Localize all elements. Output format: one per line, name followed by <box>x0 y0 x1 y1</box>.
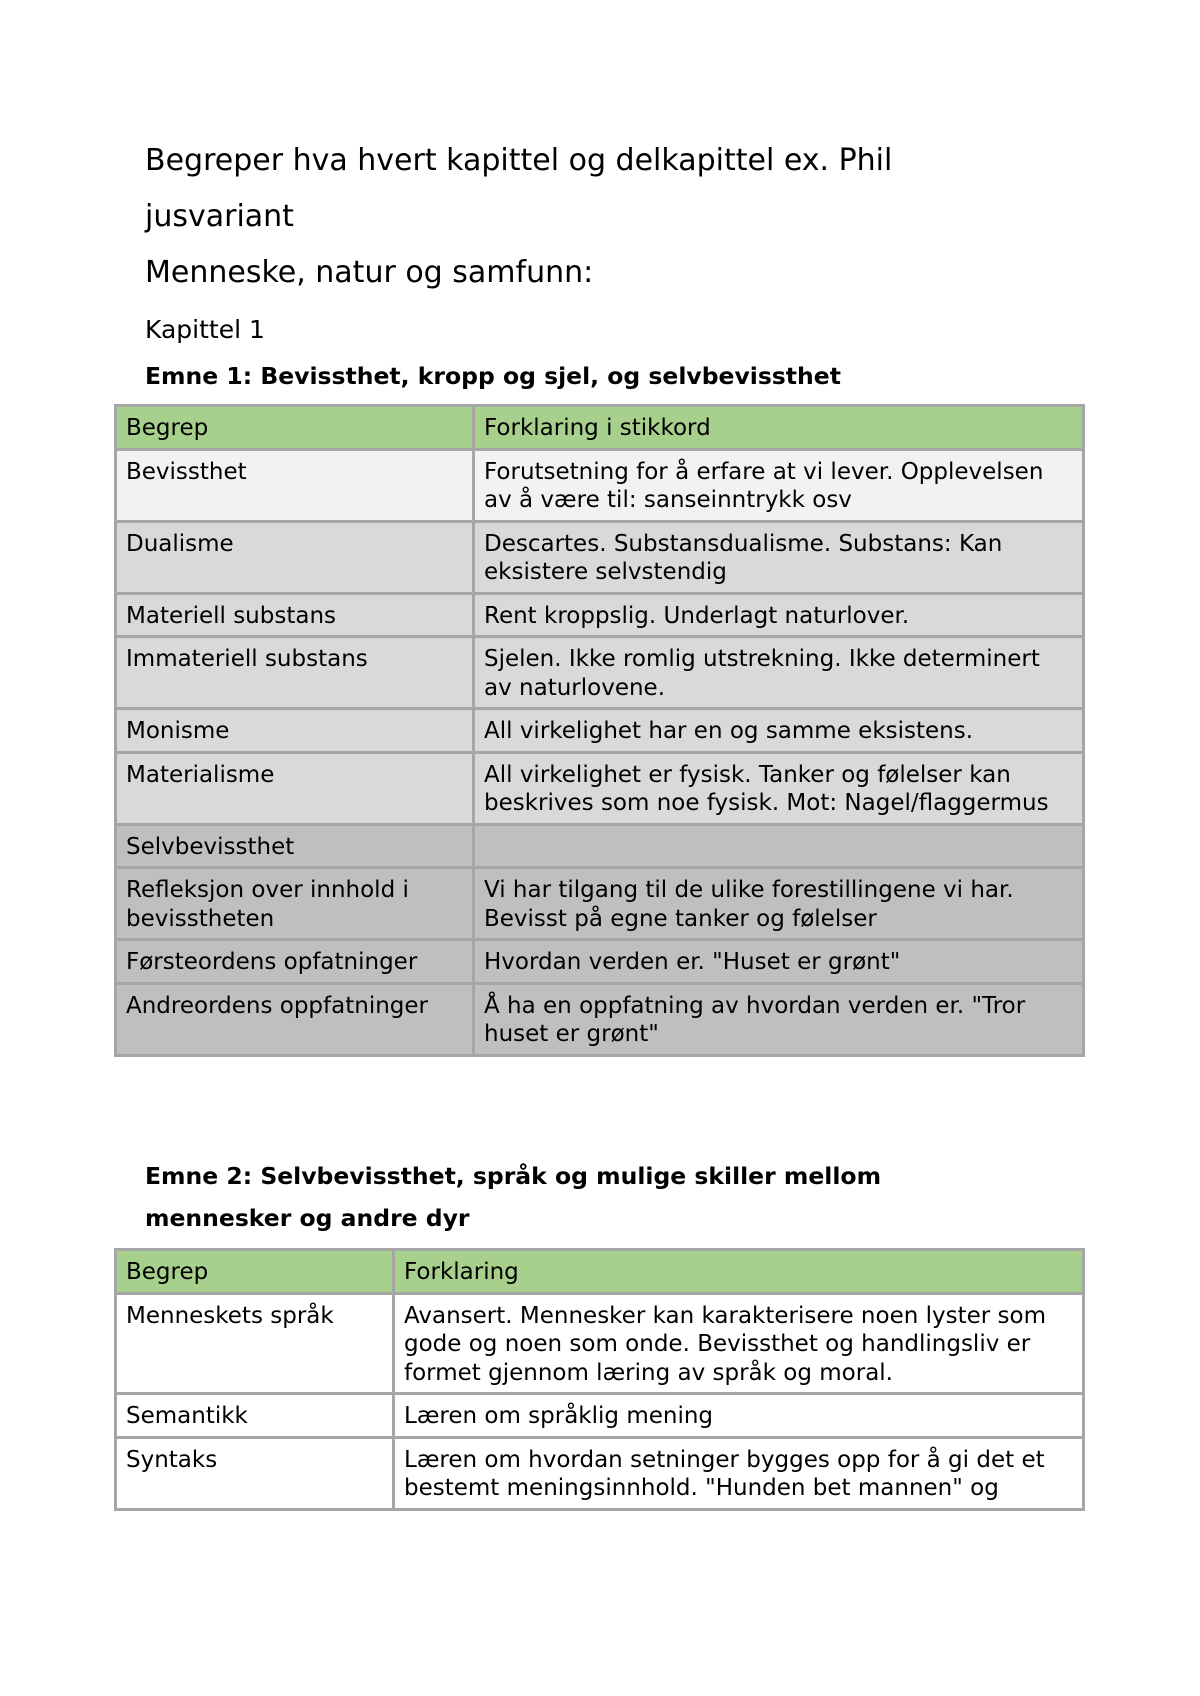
term-cell: Materiell substans <box>116 593 474 637</box>
explanation-cell: All virkelighet har en og samme eksistens. <box>474 709 1084 753</box>
explanation-cell: Vi har tilgang til de ulike forestillingene vi har. Bevisst på egne tanker og følelser <box>474 868 1084 940</box>
explanation-cell: Avansert. Mennesker kan karakterisere noen lyster som gode og noen som onde. Bevissthet og handlingsliv er formet gjennom læring av språk og moral. <box>394 1293 1084 1394</box>
term-cell: Refleksjon over innhold i bevisstheten <box>116 868 474 940</box>
column-header-term: Begrep <box>116 1250 394 1294</box>
table-row <box>116 1293 1084 1394</box>
table-header-row <box>116 406 1084 450</box>
explanation-cell: Sjelen. Ikke romlig utstrekning. Ikke determinert av naturlovene. <box>474 637 1084 709</box>
term-cell: Semantikk <box>116 1394 394 1438</box>
column-header-term: Begrep <box>116 406 474 450</box>
explanation-cell: Læren om språklig mening <box>394 1394 1084 1438</box>
term-cell: Dualisme <box>116 521 474 593</box>
term-cell: Monisme <box>116 709 474 753</box>
explanation-cell: Hvordan verden er. "Huset er grønt" <box>474 940 1084 984</box>
explanation-cell: Å ha en oppfatning av hvordan verden er. "Tror huset er grønt" <box>474 983 1084 1055</box>
column-header-explanation: Forklaring <box>394 1250 1084 1294</box>
subject-heading: Menneske, natur og samfunn: <box>145 255 594 290</box>
term-cell: Andreordens oppfatninger <box>116 983 474 1055</box>
explanation-cell: All virkelighet er fysisk. Tanker og følelser kan beskrives som noe fysisk. Mot: Nagel/flaggermus <box>474 752 1084 824</box>
table-row <box>116 593 1084 637</box>
term-cell: Materialisme <box>116 752 474 824</box>
topic1-table <box>114 404 1085 1057</box>
term-cell: Bevissthet <box>116 449 474 521</box>
explanation-cell: Læren om hvordan setninger bygges opp for å gi det et bestemt meningsinnhold. "Hunden bet mannen" og <box>394 1437 1084 1509</box>
table-row <box>116 752 1084 824</box>
document-title-line-2: jusvariant <box>145 199 294 234</box>
term-cell: Syntaks <box>116 1437 394 1509</box>
topic2-title-line-1: Emne 2: Selvbevissthet, språk og mulige skiller mellom <box>145 1162 882 1190</box>
topic1-title: Emne 1: Bevissthet, kropp og sjel, og selvbevissthet <box>145 362 841 390</box>
topic2-table <box>114 1248 1085 1511</box>
table-row <box>116 1437 1084 1509</box>
explanation-cell <box>474 824 1084 868</box>
table-row <box>116 868 1084 940</box>
explanation-cell: Forutsetning for å erfare at vi lever. Opplevelsen av å være til: sanseinntrykk osv <box>474 449 1084 521</box>
table-row <box>116 983 1084 1055</box>
term-cell: Selvbevissthet <box>116 824 474 868</box>
explanation-cell: Descartes. Substansdualisme. Substans: Kan eksistere selvstendig <box>474 521 1084 593</box>
table-row <box>116 1394 1084 1438</box>
term-cell: Menneskets språk <box>116 1293 394 1394</box>
table-row <box>116 709 1084 753</box>
document-title-line-1: Begreper hva hvert kapittel og delkapittel ex. Phil <box>145 143 893 178</box>
table-row <box>116 521 1084 593</box>
term-cell: Førsteordens opfatninger <box>116 940 474 984</box>
topic2-title-line-2: mennesker og andre dyr <box>145 1204 470 1232</box>
explanation-cell: Rent kroppslig. Underlagt naturlover. <box>474 593 1084 637</box>
term-cell: Immateriell substans <box>116 637 474 709</box>
column-header-explanation: Forklaring i stikkord <box>474 406 1084 450</box>
chapter-heading: Kapittel 1 <box>145 315 265 344</box>
table-row <box>116 637 1084 709</box>
table-header-row <box>116 1250 1084 1294</box>
table-row <box>116 940 1084 984</box>
table-row <box>116 824 1084 868</box>
table-row <box>116 449 1084 521</box>
